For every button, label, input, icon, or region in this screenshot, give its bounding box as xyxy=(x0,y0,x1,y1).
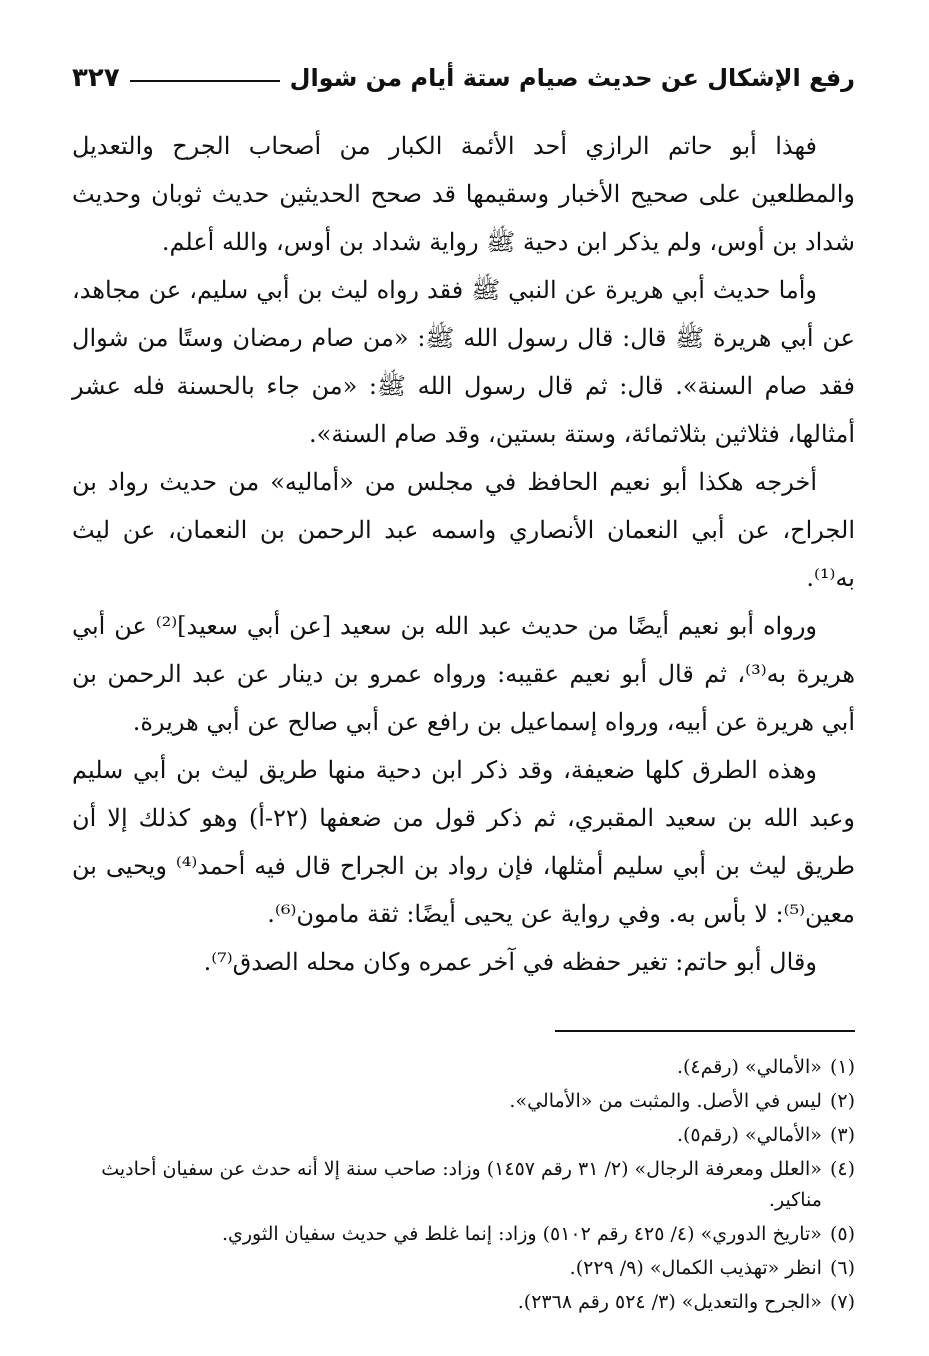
footnote-text: «تاريخ الدوري» (٤/ ٤٢٥ رقم ٥١٠٢) وزاد: إنما غلط في حديث سفيان الثوري. xyxy=(221,1223,822,1245)
footnote-text: «الأمالي» (رقم٥). xyxy=(676,1124,822,1146)
footnote xyxy=(72,1253,855,1284)
footnote-text: «الأمالي» (رقم٤). xyxy=(676,1056,822,1078)
footnote-text: «الجرح والتعديل» (٣/ ٥٢٤ رقم ٢٣٦٨). xyxy=(517,1291,822,1313)
footnote-separator xyxy=(555,1030,855,1032)
paragraph: ورواه أبو نعيم أيضًا من حديث عبد الله بن سعيد [عن أبي سعيد]⁽²⁾ عن أبي هريرة به⁽³⁾، ثم قال أبو نعيم عقيبه: ورواه عمرو بن دينار عن عبد الرحمن بن أبي هريرة عن أبيه، ورواه إسماعيل بن رافع عن أبي صالح عن أبي هريرة. xyxy=(72,612,856,736)
paragraph: وأما حديث أبي هريرة عن النبي ﷺ فقد رواه ليث بن أبي سليم، عن مجاهد، عن أبي هريرة ﷺ قال: قال رسول الله ﷺ: «من صام رمضان وستًا من شوال فقد صام السنة». قال: ثم قال رسول الله ﷺ: «من جاء بالحسنة فله عشر أمثالها، فثلاثين بثلاثمائة، وستة بستين، وقد صام السنة». xyxy=(72,276,855,448)
footnote-number: (٢) xyxy=(829,1090,855,1112)
footnote-text: «العلل ومعرفة الرجال» (٢/ ٣١ رقم ١٤٥٧) وزاد: صاحب سنة إلا أنه حدث عن سفيان أحاديث مناكير. xyxy=(101,1158,822,1211)
paragraph: أخرجه هكذا أبو نعيم الحافظ في مجلس من «أماليه» من حديث رواد بن الجراح، عن أبي النعمان الأنصاري واسمه عبد الرحمن بن النعمان، عن ليث به⁽¹⁾. xyxy=(72,468,855,592)
page-number: ٣٢٧ xyxy=(72,63,120,93)
footnote-number: (٤) xyxy=(829,1158,855,1180)
footnote xyxy=(72,1287,855,1318)
footnote xyxy=(72,1052,855,1083)
running-header xyxy=(72,58,855,98)
header-rule xyxy=(130,80,280,82)
paragraph: فهذا أبو حاتم الرازي أحد الأئمة الكبار من أصحاب الجرح والتعديل والمطلعين على صحيح الأخبار وسقيمها قد صحح الحديثين حديث ثوبان وحديث شداد بن أوس، ولم يذكر ابن دحية ﷺ رواية شداد بن أوس، والله أعلم. xyxy=(72,132,855,256)
footnote-number: (٣) xyxy=(829,1124,855,1146)
footnote xyxy=(72,1219,855,1250)
body-text xyxy=(72,122,855,986)
footnote xyxy=(72,1120,855,1151)
footnote-number: (١) xyxy=(829,1056,855,1078)
footnote xyxy=(72,1086,855,1117)
running-title: رفع الإشكال عن حديث صيام ستة أيام من شوال xyxy=(289,64,855,92)
paragraph: وهذه الطرق كلها ضعيفة، وقد ذكر ابن دحية منها طريق ليث بن أبي سليم وعبد الله بن سعيد المقبري، ثم ذكر قول من ضعفها (٢٢-أ) وهو كذلك إلا أن طريق ليث بن أبي سليم أمثلها، فإن رواد بن الجراح قال فيه أحمد⁽⁴⁾ ويحيى بن معين⁽⁵⁾: لا بأس به. وفي رواية عن يحيى أيضًا: ثقة مامون⁽⁶⁾. xyxy=(72,756,855,928)
footnote-number: (٧) xyxy=(829,1291,855,1313)
footnotes xyxy=(72,1052,855,1318)
footnote-text: ليس في الأصل. والمثبت من «الأمالي». xyxy=(509,1090,822,1112)
footnote-number: (٥) xyxy=(829,1223,855,1245)
footnote xyxy=(72,1154,855,1216)
paragraph: وقال أبو حاتم: تغير حفظه في آخر عمره وكان محله الصدق⁽⁷⁾. xyxy=(203,948,817,976)
footnote-text: انظر «تهذيب الكمال» (٩/ ٢٢٩). xyxy=(569,1257,822,1279)
footnote-number: (٦) xyxy=(829,1257,855,1279)
